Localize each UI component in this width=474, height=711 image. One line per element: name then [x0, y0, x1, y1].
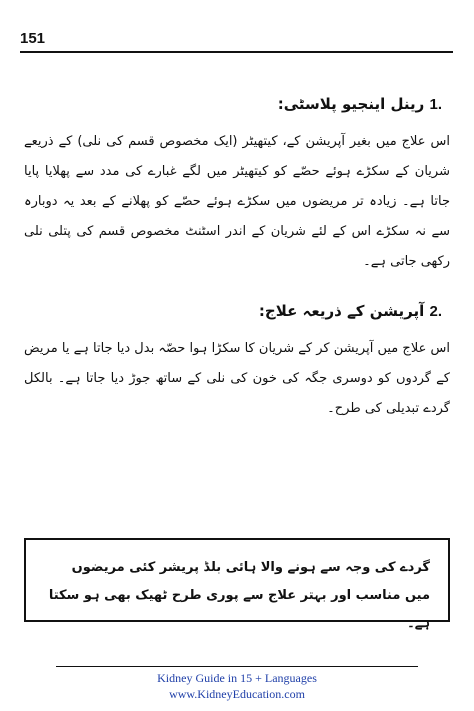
section-1 — [24, 92, 450, 277]
section-heading — [24, 92, 442, 117]
footer-website: www.KidneyEducation.com — [169, 687, 305, 701]
page-number: 151 — [20, 30, 46, 47]
section-heading — [24, 299, 442, 324]
page-body — [24, 92, 450, 446]
section-title: آپریشن کے ذریعہ علاج: — [258, 302, 425, 320]
footer-title: Kidney Guide in 15 + Languages — [157, 671, 317, 685]
callout-box: گردے کی وجہ سے ہونے والا ہائی بلڈ پریشر کئی مریضوں میں مناسب اور بہتر علاج سے پوری طرح ٹھیک بھی ہو سکتا ہے۔ — [24, 538, 450, 622]
section-paragraph: اس علاج میں آپریشن کر کے شریان کا سکڑا ہوا حصّہ بدل دیا جاتا ہے یا مریض کے گردوں کو دوسری جگہ کی خون کی نلی کے ساتھ جوڑ دیا جاتا ہے۔ بالکل گردے تبدیلی کی طرح۔ — [24, 341, 450, 416]
section-title: رینل اینجیو پلاسٹی: — [277, 95, 425, 113]
footer — [0, 670, 474, 702]
header-divider — [20, 51, 453, 53]
section-paragraph: اس علاج میں بغیر آپریشن کے، کیتھیٹر (ایک مخصوص قسم کی نلی) کے ذریعے شریان کے سکڑے ہوئے حصّے کو کیتھیٹر میں لگے غبارے کی مدد سے پھلایا پایا جاتا ہے۔ زیادہ تر مریضوں میں سکڑے ہوئے حصّے کو پھلانے کے بعد یہ دوبارہ سے نہ سکڑے اس کے لئے شریان کے اندر اسٹنٹ مخصوص قسم کی پتلی نلی رکھی جاتی ہے۔ — [24, 134, 450, 269]
section-2 — [24, 299, 450, 424]
footer-divider — [56, 666, 418, 667]
section-number: .1 — [429, 96, 442, 113]
section-number: .2 — [429, 303, 442, 320]
